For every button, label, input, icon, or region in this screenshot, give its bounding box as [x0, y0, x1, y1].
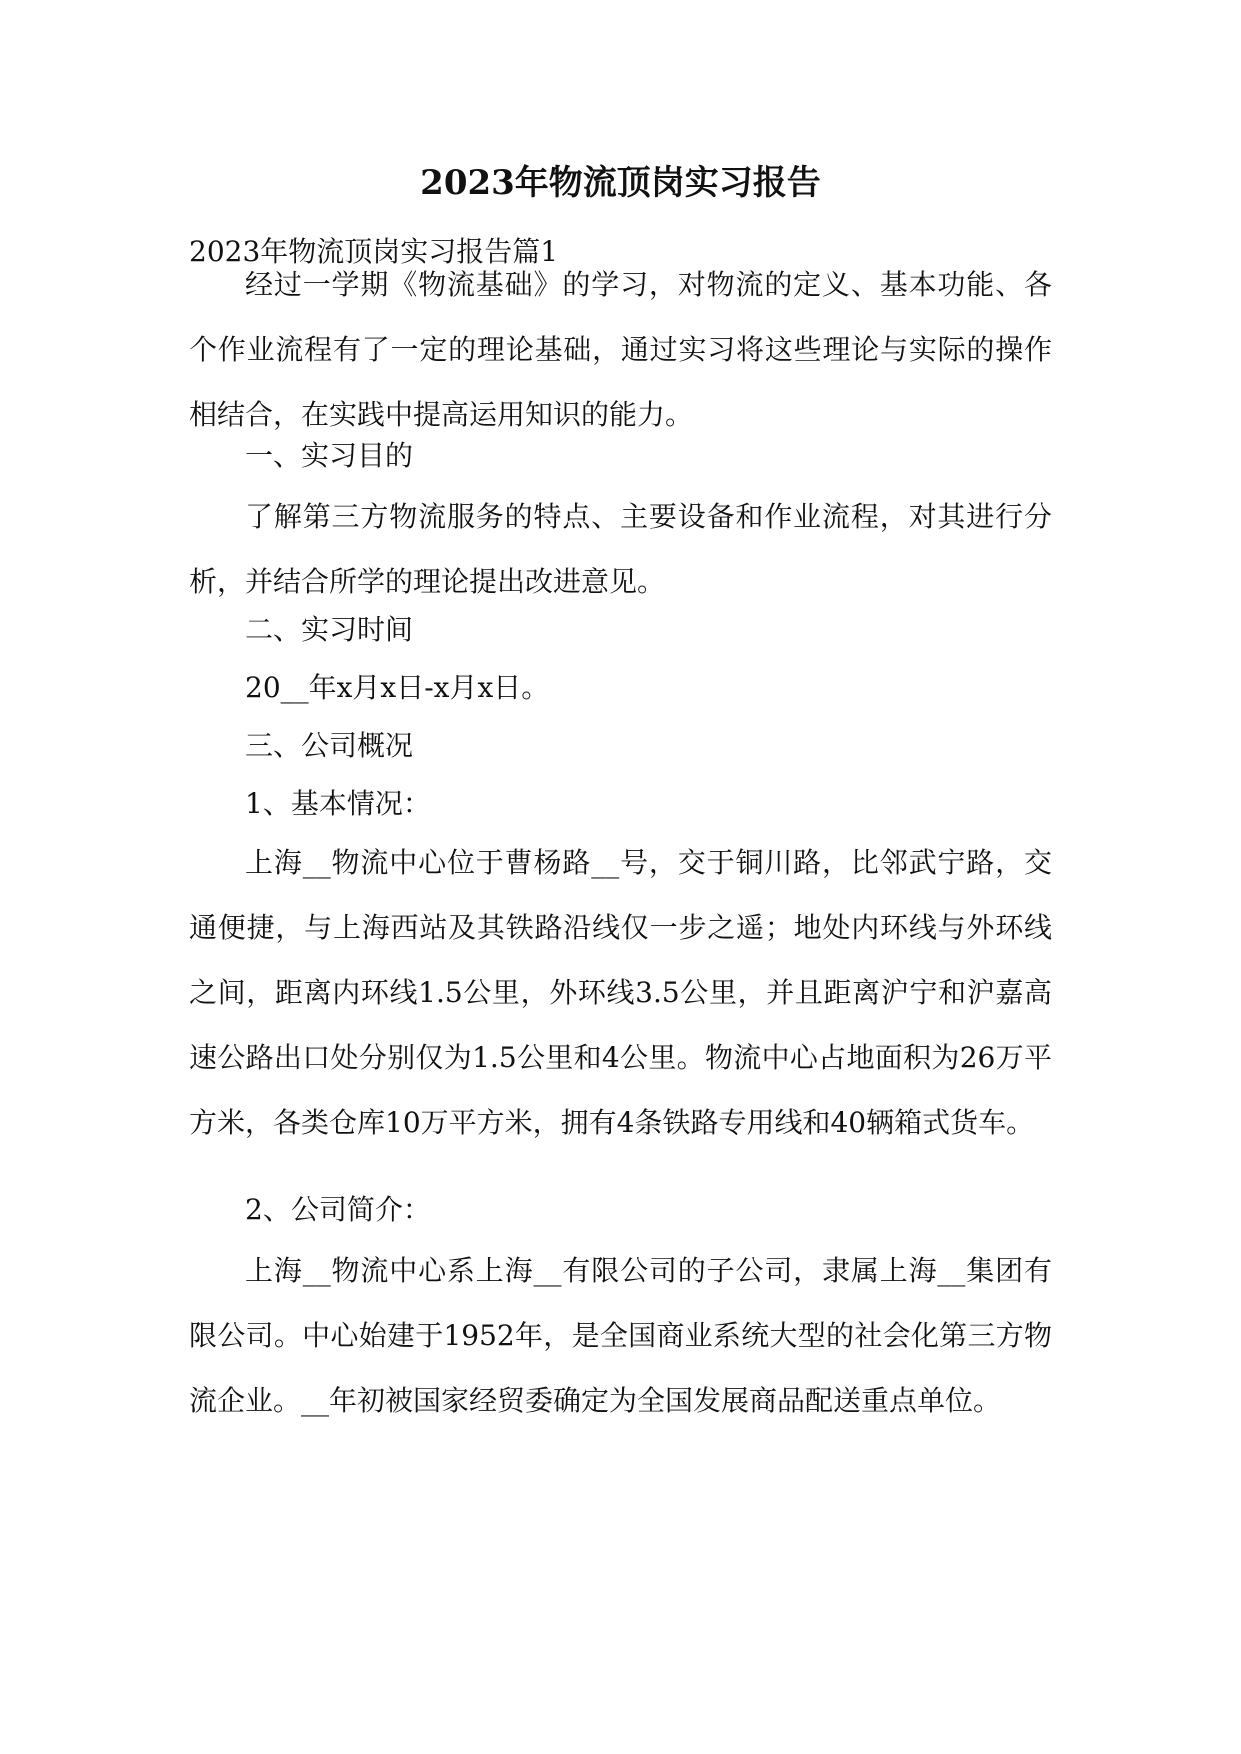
paragraph-time: 20__年x月x日-x月x日。	[245, 671, 550, 704]
section-heading-company: 三、公司概况	[245, 729, 414, 762]
document-subtitle: 2023年物流顶岗实习报告篇1	[189, 235, 559, 268]
paragraph-intro: 经过一学期《物流基础》的学习，对物流的定义、基本功能、各个作业流程有了一定的理论基础，通过实习将这些理论与实际的操作相结合，在实践中提高运用知识的能力。	[189, 268, 1052, 431]
subsection-heading-profile: 2、公司简介：	[245, 1193, 431, 1226]
paragraph-company-profile: 上海__物流中心系上海__有限公司的子公司，隶属上海__集团有限公司。中心始建于1952年，是全国商业系统大型的社会化第三方物流企业。__年初被国家经贸委确定为全国发展商品配送重点单位。	[189, 1254, 1052, 1417]
document-title: 2023年物流顶岗实习报告	[420, 163, 821, 203]
section-heading-purpose: 一、实习目的	[245, 439, 414, 472]
paragraph-purpose: 了解第三方物流服务的特点、主要设备和作业流程，对其进行分析，并结合所学的理论提出改进意见。	[189, 500, 1052, 598]
section-heading-time: 二、实习时间	[245, 613, 414, 646]
subsection-heading-basic: 1、基本情况：	[245, 787, 431, 820]
paragraph-basic-info: 上海__物流中心位于曹杨路__号，交于铜川路，比邻武宁路，交通便捷，与上海西站及其铁路沿线仅一步之遥；地处内环线与外环线之间，距离内环线1.5公里，外环线3.5公里，并且距离沪宁和沪嘉高速公路出口处分别仅为1.5公里和4公里。物流中心占地面积为26万平方米，各类仓库10万平方米，拥有4条铁路专用线和40辆箱式货车。	[189, 846, 1052, 1139]
